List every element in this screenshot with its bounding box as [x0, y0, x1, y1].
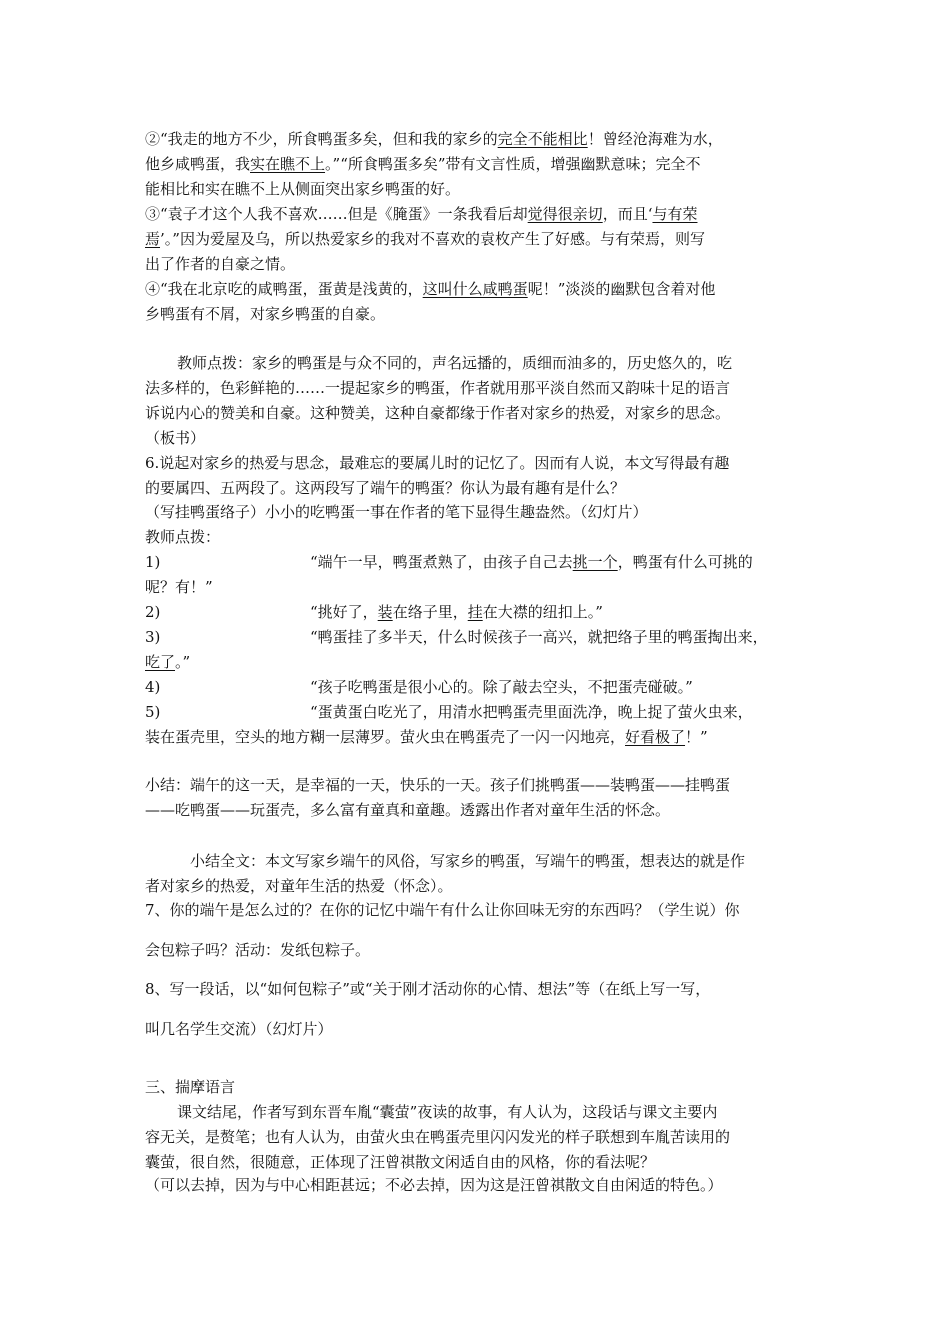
text: “端午一早，鸭蛋煮熟了，由孩子自己去 [310, 553, 573, 571]
summary1-line-2: ——吃鸭蛋——玩蛋壳，多么富有童真和童趣。透露出作者对童年生活的怀念。 [145, 801, 671, 819]
section3-line-4: （可以去掉，因为与中心相距甚远；不必去掉，因为这是汪曾祺散文自由闲适的特色。） [145, 1176, 723, 1194]
p2-line-1 [145, 128, 723, 150]
q6-line-4: 教师点拨： [145, 528, 221, 546]
item-number-2: 2) [145, 603, 161, 621]
underlined-phrase: 焉 [145, 230, 161, 248]
p4-line-2: 乡鸭蛋有不屑，对家乡鸭蛋的自豪。 [145, 305, 386, 323]
underlined-phrase: 装 [377, 603, 393, 621]
summary2-line-2: 者对家乡的热爱，对童年生活的热爱（怀念）。 [145, 877, 453, 895]
text: 在大襟的纽扣上。” [482, 603, 603, 621]
underlined-phrase: 挂 [467, 603, 483, 621]
text: “挑好了， [310, 603, 378, 621]
quote-5-line-1: “蛋黄蛋白吃光了，用清水把鸭蛋壳里面洗净，晚上捉了萤火虫来， [310, 703, 753, 721]
quote-2 [310, 601, 603, 623]
text: ，鸭蛋有什么可挑的 [617, 553, 753, 571]
item-number-4: 4) [145, 678, 161, 696]
teacher1-line-2: 法多样的，色彩鲜艳的……一提起家乡的鸭蛋，作者就用那平淡自然而又韵味十足的语言 [145, 379, 731, 397]
underlined-phrase: 觉得很亲切 [527, 205, 603, 223]
text: 在络子里， [392, 603, 468, 621]
p4-line-1 [145, 278, 715, 300]
p3-line-2 [145, 228, 705, 250]
teacher1-line-4: （板书） [145, 429, 206, 447]
text: ，而且‘ [602, 205, 653, 223]
text: 。”“所食鸭蛋多矣”带有文言性质，增强幽默意味；完全不 [325, 155, 701, 173]
underlined-phrase: 吃了 [145, 653, 176, 671]
quote-1-line-2: 呢？有！” [145, 578, 213, 596]
item-number-5: 5) [145, 703, 161, 721]
q7-line-2: 会包粽子吗？活动：发纸包粽子。 [145, 941, 371, 959]
summary1-line-1: 小结：端午的这一天，是幸福的一天，快乐的一天。孩子们挑鸭蛋——装鸭蛋——挂鸭蛋 [145, 776, 731, 794]
text: ！曾经沧海难为水， [587, 130, 723, 148]
summary2-line-1: 小结全文：本文写家乡端午的风俗，写家乡的鸭蛋，写端午的鸭蛋，想表达的就是作 [190, 852, 746, 870]
underlined-phrase: 完全不能相比 [497, 130, 588, 148]
underlined-phrase: 实在瞧不上 [250, 155, 326, 173]
q6-line-2: 的要属四、五两段了。这两段写了端午的鸭蛋？你认为最有趣有是什么？ [145, 479, 626, 497]
q7-line-1: 7、你的端午是怎么过的？在你的记忆中端午有什么让你回味无穷的东西吗？（学生说）你 [145, 901, 740, 919]
quote-1-line-1 [310, 551, 753, 573]
q6-line-3: （写挂鸭蛋络子）小小的吃鸭蛋一事在作者的笔下显得生趣盎然。（幻灯片） [145, 503, 648, 521]
underlined-phrase: 好看极了 [625, 728, 686, 746]
text: ④“我在北京吃的咸鸭蛋，蛋黄是浅黄的， [145, 280, 423, 298]
text: ②“我走的地方不少，所食鸭蛋多矣，但和我的家乡的 [145, 130, 498, 148]
quote-3-line-2 [145, 651, 190, 673]
p3-line-3: 出了作者的自豪之情。 [145, 255, 296, 273]
text: 他乡咸鸭蛋，我 [145, 155, 251, 173]
text: 装在蛋壳里，空头的地方糊一层薄罗。萤火虫在鸭蛋壳了一闪一闪地亮， [145, 728, 626, 746]
teacher1-line-3: 诉说内心的赞美和自豪。这种赞美，这种自豪都缘于作者对家乡的热爱，对家乡的思念。 [145, 404, 731, 422]
p3-line-1 [145, 203, 697, 225]
underlined-phrase: 挑一个 [572, 553, 618, 571]
text: 呢！”淡淡的幽默包含着对他 [527, 280, 716, 298]
text: ③“袁子才这个人我不喜欢……但是《腌蛋》一条我看后却 [145, 205, 528, 223]
section3-line-2: 容无关，是赘笔；也有人认为，由萤火虫在鸭蛋壳里闪闪发光的样子联想到车胤苦读用的 [145, 1128, 731, 1146]
q6-line-1: 6.说起对家乡的热爱与思念，最难忘的要属儿时的记忆了。因而有人说，本文写得最有趣 [145, 454, 730, 472]
item-number-3: 3) [145, 628, 161, 646]
q8-line-2: 叫几名学生交流）（幻灯片） [145, 1020, 333, 1038]
quote-3-line-1: “鸭蛋挂了多半天，什么时候孩子一高兴，就把络子里的鸭蛋掏出来， [310, 628, 768, 646]
text: 。” [175, 653, 191, 671]
teacher1-line-1: 教师点拨：家乡的鸭蛋是与众不同的，声名远播的，质细而油多的，历史悠久的，吃 [177, 354, 733, 372]
q8-line-1: 8、写一段话，以“如何包粽子”或“关于刚才活动你的心情、想法”等（在纸上写一写， [145, 980, 711, 998]
underlined-phrase: 与有荣 [652, 205, 698, 223]
p2-line-3: 能相比和实在瞧不上从侧面突出家乡鸭蛋的好。 [145, 180, 461, 198]
quote-5-line-2 [145, 726, 708, 748]
section3-title: 三、揣摩语言 [145, 1078, 236, 1096]
item-number-1: 1) [145, 553, 161, 571]
p2-line-2 [145, 153, 701, 175]
section3-line-3: 囊萤，很自然，很随意，正体现了汪曾祺散文闲适自由的风格，你的看法呢？ [145, 1153, 656, 1171]
text: ！” [685, 728, 708, 746]
section3-line-1: 课文结尾，作者写到东晋车胤“囊萤”夜读的故事，有人认为，这段话与课文主要内 [177, 1103, 718, 1121]
text: ’。”因为爱屋及乌，所以热爱家乡的我对不喜欢的袁枚产生了好感。与有荣焉，则写 [160, 230, 705, 248]
underlined-phrase: 这叫什么咸鸭蛋 [422, 280, 528, 298]
quote-4: “孩子吃鸭蛋是很小心的。除了敲去空头，不把蛋壳碰破。” [310, 678, 693, 696]
